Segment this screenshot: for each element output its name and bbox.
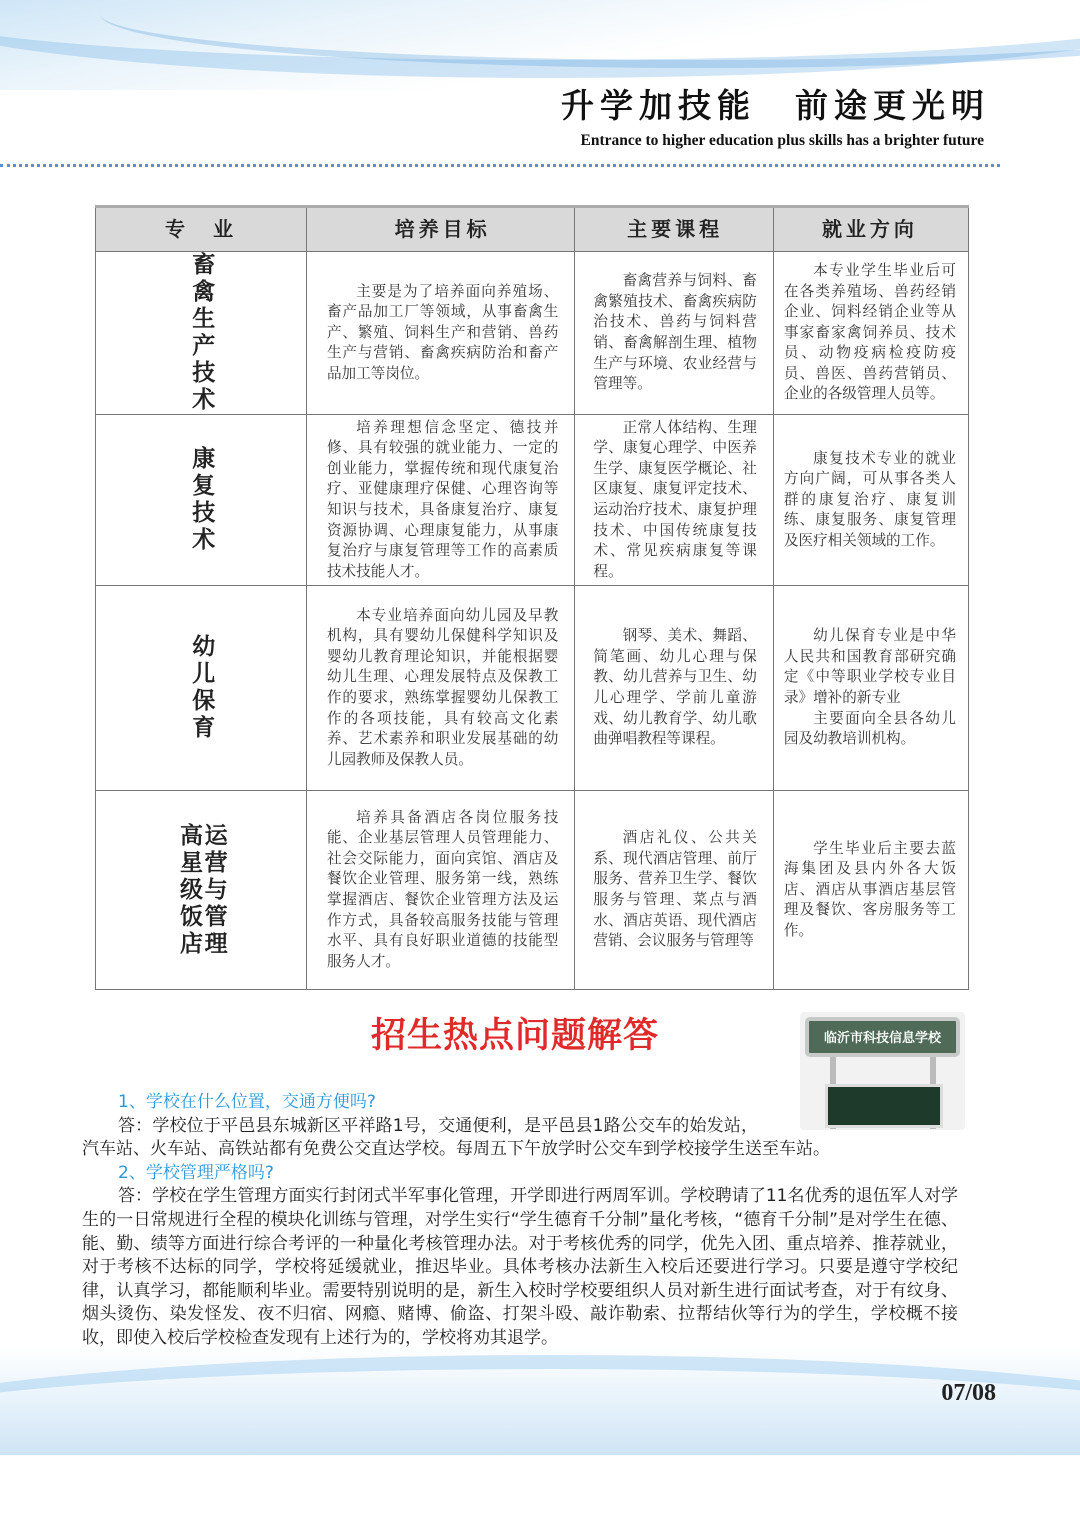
goal-text: 主要是为了培养面向养殖场、畜产品加工厂等领域，从事畜禽生产、繁殖、饲料生产和营销、兽药生产与营销、畜禽疾病防治和畜产品加工等岗位。 — [326, 282, 559, 382]
majors-table — [95, 205, 969, 990]
career-cell — [773, 791, 968, 990]
table-row — [96, 791, 969, 990]
courses-text: 钢琴、美术、舞蹈、简笔画、幼儿心理与保教、幼儿营养与卫生、幼儿心理学、学前儿童游戏、幼儿教育学、幼儿歌曲弹唱教程等课程。 — [593, 627, 757, 748]
courses-text: 酒店礼仪、公共关系、现代酒店管理、前厅服务、营养卫生学、餐饮服务与管理、菜点与酒水、酒店英语、现代酒店营销、会议服务与管理等 — [593, 829, 757, 950]
courses-cell — [575, 252, 773, 415]
table-row — [96, 415, 969, 586]
courses-text: 畜禽营养与饲料、畜禽繁殖技术、畜禽疾病防治技术、兽药与饲料营销、畜禽解剖生理、植物生产与环境、农业经营与管理等。 — [593, 272, 757, 393]
career-text: 本专业学生毕业后可在各类养殖场、兽药经销企业、饲料经销企业等从事家畜家禽饲养员、技术员、动物疫病检疫防疫员、兽医、兽药营销员、企业的各级管理人员等。 — [783, 261, 956, 403]
faq-title: 招生热点问题解答 — [370, 1016, 659, 1056]
header-career: 就业方向 — [773, 207, 968, 252]
courses-cell — [575, 415, 773, 586]
table-row — [96, 586, 969, 791]
major-cell — [96, 415, 307, 586]
goal-cell — [306, 791, 574, 990]
page-number: 07/08 — [941, 1380, 996, 1406]
photo-spacer — [758, 1091, 958, 1137]
faq-list — [82, 1091, 958, 1351]
goal-text: 培养理想信念坚定、德技并修、具有较强的就业能力、一定的创业能力，掌握传统和现代康复治疗、亚健康理疗保健、心理咨询等知识与技术，具备康复治疗、康复资源协调、心理康复能力，从事康复治疗与康复管理等工作的高素质技术技能人才。 — [326, 418, 559, 580]
slogan-title: 升学加技能 前途更光明 — [561, 86, 990, 125]
major-cell — [96, 252, 307, 415]
major-name-line: 幼儿保育 — [188, 634, 216, 742]
career-text: 主要面向全县各幼儿园及幼教培训机构。 — [783, 709, 956, 748]
major-cell — [96, 586, 307, 791]
header-courses: 主要课程 — [575, 207, 773, 252]
faq-answer: 答：学校在学生管理方面实行封闭式半军事化管理，开学即进行两周军训。学校聘请了11名优秀的退伍军人对学生的一日常规进行全程的模块化训练与管理，对学生实行“学生德育千分制”量化考核，“德育千分制”是对学生在德、能、勤、绩等方面进行综合考评的一种量化考核管理办法。对于考核优秀的同学，优先入团、重点培养、推荐就业，对于考核不达标的同学，学校将延缓就业，推迟毕业。具体考核办法新生入校后还要进行学习。只要是遵守学校纪律，认真学习，都能顺利毕业。需要特别说明的是，新生入校时学校要组织人员对新生进行面试考查，对于有纹身、烟头烫伤、染发怪发、夜不归宿、网瘾、赌博、偷盗、打架斗殴、敲诈勒索、拉帮结伙等行为的学生，学校概不接收，即使入校后学校检查发现有上述行为的，学校将劝其退学。 — [82, 1186, 958, 1348]
career-text: 幼儿保育专业是中华人民共和国教育部研究确定《中等职业学校专业目录》增补的新专业 — [783, 627, 956, 706]
major-name-line: 运营与管理 — [200, 822, 228, 958]
goal-text: 培养具备酒店各岗位服务技能、企业基层管理人员管理能力、社会交际能力，面向宾馆、酒店及餐饮企业管理、服务第一线，熟练掌握酒店、餐饮企业管理方法及运作方式，具备较高服务技能与管理水平、具有良好职业道德的技能型服务人才。 — [326, 808, 559, 970]
faq-answer: 答：学校位于平邑县东城新区平祥路1号，交通便利，是平邑县1路公交车的始发站，汽车站、火车站、高铁站都有免费公交直达学校。每周五下午放学时公交车到学校接学生送至车站。 — [82, 1115, 830, 1160]
table-header-row — [96, 207, 969, 252]
faq-question: 2、学校管理严格吗? — [118, 1162, 274, 1183]
header-major: 专 业 — [96, 207, 307, 252]
career-cell — [773, 252, 968, 415]
slogan-english: Entrance to higher education plus skills has a brighter future — [580, 132, 984, 149]
faq-question: 1、学校在什么位置，交通方便吗? — [118, 1092, 376, 1112]
major-name-line: 畜禽生产技术 — [188, 252, 216, 414]
top-wave-decoration — [0, 0, 1080, 90]
goal-cell — [306, 586, 574, 791]
career-text: 学生毕业后主要去蓝海集团及县内外各大饭店、酒店从事酒店基层管理及餐饮、客房服务等工作。 — [783, 839, 956, 939]
goal-text: 本专业培养面向幼儿园及早教机构，具有婴幼儿保健科学知识及婴幼儿教育理论知识，并能根据婴幼儿生理、心理发展特点及保教工作的要求，熟练掌握婴幼儿保教工作的各项技能，具有较高文化素养、艺术素养和职业发展基础的幼儿园教师及保教人员。 — [326, 606, 559, 768]
bottom-wave-decoration — [0, 1345, 1080, 1455]
major-name-line: 康复技术 — [188, 446, 216, 554]
major-cell — [96, 791, 307, 990]
goal-cell — [306, 252, 574, 415]
career-cell — [773, 415, 968, 586]
school-sign: 临沂市科技信息学校 — [805, 1017, 960, 1057]
career-text: 康复技术专业的就业方向广阔，可从事各类人群的康复治疗、康复训练、康复服务、康复管理及医疗相关领域的工作。 — [783, 449, 956, 549]
header-goal: 培养目标 — [306, 207, 574, 252]
career-cell — [773, 586, 968, 791]
goal-cell — [306, 415, 574, 586]
major-name-line: 高星级饭店 — [175, 822, 203, 958]
courses-text: 正常人体结构、生理学、康复心理学、中医养生学、康复医学概论、社区康复、康复评定技术、运动治疗技术、康复护理技术、中国传统康复技术、常见疾病康复等课程。 — [593, 418, 757, 580]
courses-cell — [575, 586, 773, 791]
courses-cell — [575, 791, 773, 990]
dotted-divider — [0, 164, 1000, 167]
table-row — [96, 252, 969, 415]
